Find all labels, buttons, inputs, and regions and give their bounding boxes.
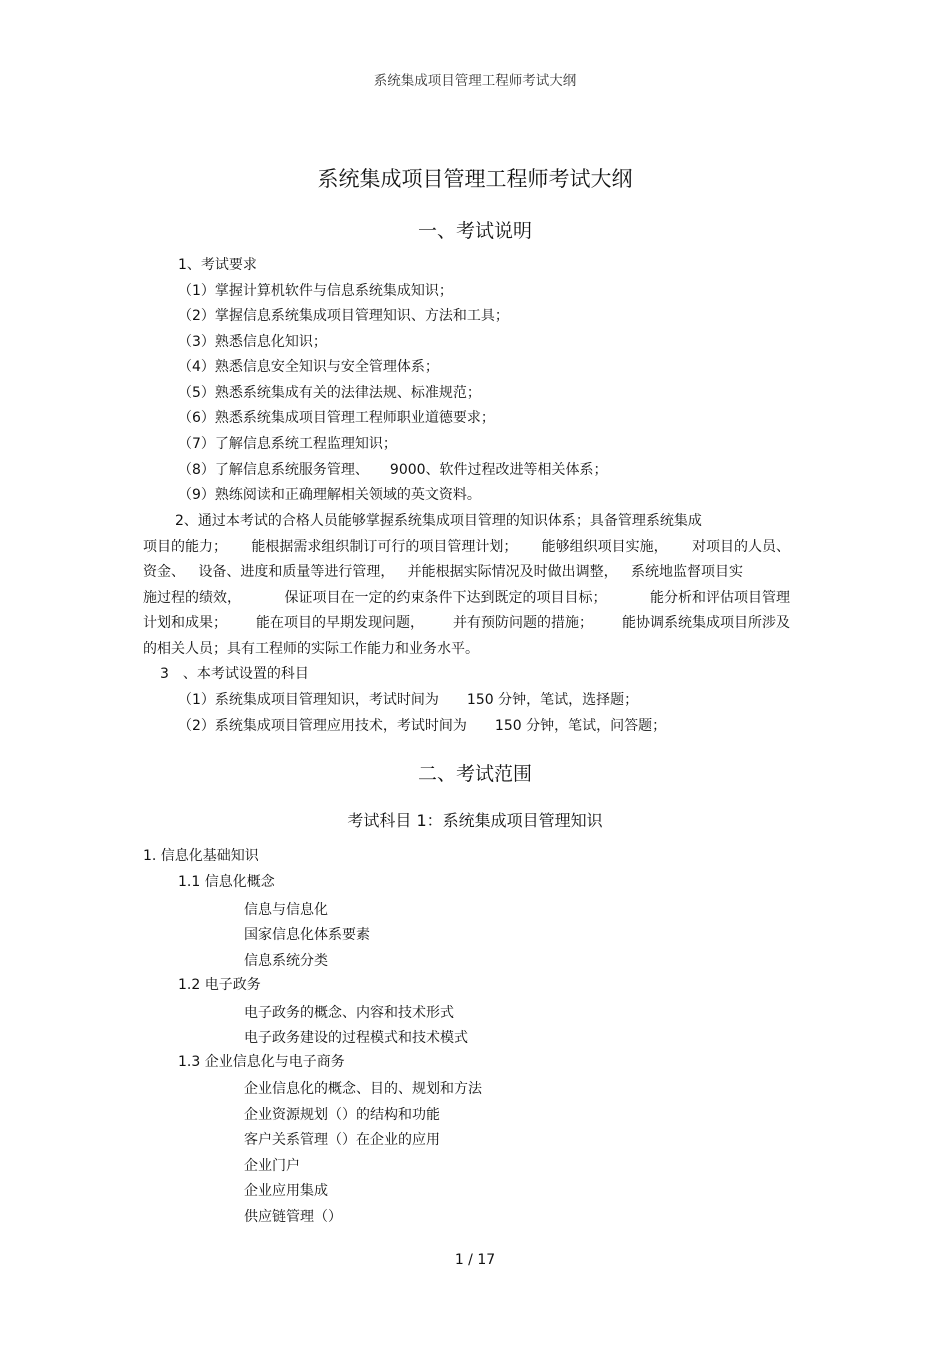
paragraph-fragment: 能在项目的早期发现问题， [256,615,424,631]
topic-item: 企业资源规划（）的结构和功能 [244,1107,440,1123]
paragraph-fragment: 系统地监督项目实 [630,564,743,580]
document-title: 系统集成项目管理工程师考试大纲 [317,167,633,191]
topic-item: 信息系统分类 [244,953,328,969]
section-heading-exam-description: 一、考试说明 [417,220,532,242]
topic-item: 企业门户 [244,1158,300,1174]
paragraph-fragment: 施过程的绩效， [143,590,241,606]
page-number: 1 / 17 [454,1252,496,1268]
requirement-item: （6）熟悉系统集成项目管理工程师职业道德要求； [178,410,495,426]
paragraph-line [175,511,735,531]
requirement-item: （2）掌握信息系统集成项目管理知识、方法和工具； [178,308,509,324]
paragraph-line [143,588,790,608]
paragraph-fragment: 设备、进度和质量等进行管理， [198,564,395,580]
requirements-label: 1、考试要求 [178,257,257,273]
paragraph-fragment: 并能根据实际情况及时做出调整， [407,564,618,580]
topic-item: 国家信息化体系要素 [244,927,370,943]
subsection-heading: 1.3 企业信息化与电子商务 [178,1054,345,1070]
topic-item: 信息与信息化 [244,902,328,918]
paragraph-line [143,537,790,557]
subject-item: （1）系统集成项目管理知识，考试时间为 150 分钟，笔试，选择题； [178,692,639,708]
paragraph-fragment: 对项目的人员、 [691,539,790,555]
paragraph-fragment: 能分析和评估项目管理 [650,590,790,606]
subjects-label: 3 、本考试设置的科目 [160,666,309,682]
topic-item: 客户关系管理（）在企业的应用 [244,1132,440,1148]
section-heading-exam-scope: 二、考试范围 [417,763,532,785]
paragraph-fragment: 计划和成果； [143,615,227,631]
paragraph-fragment: 能根据需求组织制订可行的项目管理计划； [251,539,518,555]
paragraph-fragment: 2、通过本考试的合格人员能够掌握系统集成项目管理的知识体系；具备管理系统集成 [175,513,702,529]
subject-item: （2）系统集成项目管理应用技术，考试时间为 150 分钟，笔试，问答题； [178,718,667,734]
requirement-item: （7）了解信息系统工程监理知识； [178,436,397,452]
requirement-item: （3）熟悉信息化知识； [178,334,327,350]
subject-heading: 考试科目 1：系统集成项目管理知识 [347,811,603,830]
topic-item: 企业信息化的概念、目的、规划和方法 [244,1081,482,1097]
paragraph-fragment: 保证项目在一定的约束条件下达到既定的项目目标； [284,590,607,606]
paragraph-line [143,639,790,659]
topic-item: 企业应用集成 [244,1183,328,1199]
subsection-heading: 1.2 电子政务 [178,977,261,993]
topic-item: 电子政务建设的过程模式和技术模式 [244,1030,468,1046]
paragraph-fragment: 的相关人员；具有工程师的实际工作能力和业务水平。 [143,641,479,657]
paragraph-fragment: 能够组织项目实施， [541,539,668,555]
requirement-item: （8）了解信息系统服务管理、 9000、软件过程改进等相关体系； [178,462,608,478]
subsection-heading: 1.1 信息化概念 [178,874,275,890]
requirement-item: （9）熟练阅读和正确理解相关领域的英文资料。 [178,487,481,503]
paragraph-fragment: 资金、 [143,564,185,580]
paragraph-fragment: 并有预防问题的措施； [453,615,593,631]
paragraph-fragment: 能协调系统集成项目所涉及 [622,615,790,631]
requirement-item: （1）掌握计算机软件与信息系统集成知识； [178,283,453,299]
chapter-heading: 1. 信息化基础知识 [143,848,259,864]
topic-item: 电子政务的概念、内容和技术形式 [244,1005,454,1021]
paragraph-line [143,613,790,633]
requirement-item: （5）熟悉系统集成有关的法律法规、标准规范； [178,385,481,401]
paragraph-fragment: 项目的能力； [143,539,227,555]
paragraph-line [143,562,743,582]
requirement-item: （4）熟悉信息安全知识与安全管理体系； [178,359,439,375]
running-header: 系统集成项目管理工程师考试大纲 [373,73,577,89]
topic-item: 供应链管理（） [244,1209,342,1225]
